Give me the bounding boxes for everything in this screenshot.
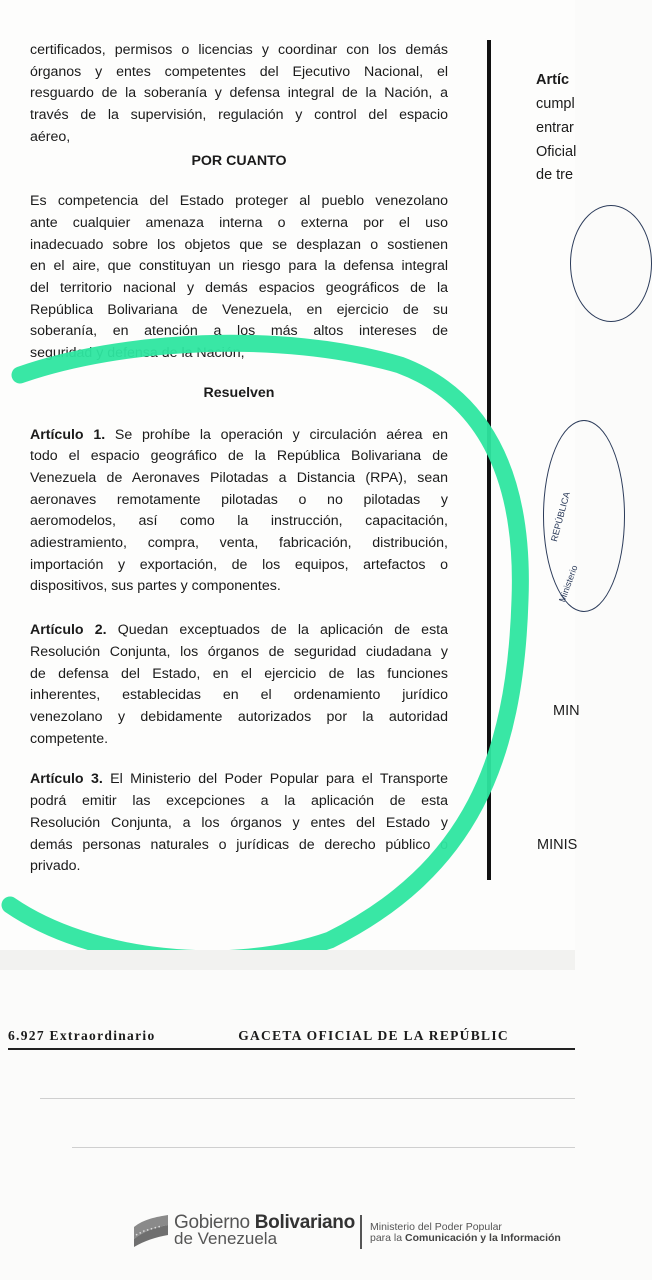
- resuelven-heading: Resuelven: [203, 384, 275, 401]
- gazette-rule: [8, 1048, 575, 1050]
- por-cuanto-line: Es competencia del Estado proteger al pueblo venezolano: [30, 193, 448, 210]
- seal-text: REPÚBLICA: [549, 490, 572, 543]
- article-3-line: Resolución Conjunta, a los órganos y entes del Estado y: [30, 814, 448, 831]
- venezuela-flag-icon: [132, 1213, 170, 1249]
- right-signature-minis: MINIS: [537, 837, 578, 853]
- right-line: cumpl: [536, 96, 575, 112]
- page-separator: [0, 950, 575, 970]
- article-3-line: podrá emitir las excepciones a la aplicación de esta: [30, 793, 448, 810]
- de-venezuela-text: de Venezuela: [174, 1229, 278, 1248]
- article-2-line: inherentes, establecidas en el ordenamiento jurídico: [30, 687, 448, 704]
- gobierno-bolivariano-text: Gobierno Bolivariano: [174, 1212, 355, 1233]
- ministerio-line-1: Ministerio del Poder Popular: [370, 1221, 502, 1233]
- left-column: [30, 40, 448, 878]
- article-1-line: dispositivos, sus partes y componentes.: [30, 578, 281, 595]
- right-article-label: Artíc: [536, 72, 570, 88]
- gazette-header: [8, 1028, 578, 1044]
- article-2-label: Artículo 2.: [30, 622, 107, 639]
- seal-stamp-top: [570, 205, 652, 322]
- article-1-line: Artículo 1. Se prohíbe la operación y circulación aérea en: [30, 426, 449, 443]
- footer-logo-banner: [128, 1205, 588, 1257]
- ministerio-line-2: para la Comunicación y la Información: [370, 1232, 561, 1244]
- por-cuanto-line: soberanía, en atención a los más altos intereses de: [30, 323, 448, 340]
- preamble-line: resguardo de la soberanía y defensa integral de la Nación, a: [30, 85, 448, 102]
- article-2-line: venezolano y debidamente autorizados por la autoridad: [30, 708, 448, 725]
- article-2-line: Resolución Conjunta, los órganos de seguridad ciudadana y: [30, 643, 448, 660]
- right-signature-min: MIN: [553, 703, 580, 719]
- por-cuanto-line: en el aire, que constituyan un riesgo para la defensa integral: [30, 258, 448, 275]
- por-cuanto-heading: POR CUANTO: [191, 152, 287, 169]
- right-line: Oficial: [536, 144, 577, 160]
- footer-divider: [360, 1215, 362, 1249]
- article-1-line: todo el espacio geográfico de la República Bolivariana de: [30, 448, 448, 465]
- article-2-line: Artículo 2. Quedan exceptuados de la aplicación de esta: [30, 622, 448, 639]
- preamble-line: través de la supervisión, regulación y control del espacio: [30, 107, 448, 124]
- por-cuanto-line: seguridad y defensa de la Nación,: [30, 345, 245, 362]
- preamble-line: certificados, permisos o licencias y coordinar con los demás: [30, 42, 448, 58]
- blank-rule: [40, 1098, 575, 1099]
- right-line: de tre: [536, 167, 574, 183]
- gazette-issue: 6.927 Extraordinario: [8, 1028, 156, 1043]
- gazette-title: GACETA OFICIAL DE LA REPÚBLIC: [238, 1028, 509, 1043]
- article-1-line: importación y exportación, de los equipos, artefactos o: [30, 556, 448, 573]
- article-1-line: aeromodelos, así como la instrucción, capacitación,: [30, 513, 448, 530]
- article-3-line: privado.: [30, 858, 81, 875]
- preamble-line: órganos y entes competentes del Ejecutivo Nacional, el: [30, 63, 448, 80]
- seal-text: Ministerio: [557, 563, 580, 604]
- column-divider: [487, 40, 491, 880]
- article-2-line: competente.: [30, 730, 109, 747]
- article-1-line: Venezuela de Aeronaves Pilotadas a Distancia (RPA), sean: [30, 469, 448, 486]
- article-2-line: de defensa del Estado, en el ejercicio de las funciones: [30, 665, 448, 682]
- article-1-label: Artículo 1.: [30, 426, 106, 443]
- por-cuanto-line: ante cualquier amenaza interna o externa por el uso: [30, 214, 448, 231]
- article-1-line: aeronaves remotamente pilotadas o no pilotadas y: [30, 491, 448, 508]
- right-line: entrar: [536, 120, 574, 136]
- article-3-line: Artículo 3. El Ministerio del Poder Popular para el Transporte: [30, 771, 448, 788]
- por-cuanto-line: del territorio nacional y demás espacios geográficos de la: [30, 280, 448, 297]
- preamble-line: aéreo,: [30, 128, 71, 145]
- blank-rule: [72, 1147, 575, 1148]
- article-3-label: Artículo 3.: [30, 771, 103, 788]
- por-cuanto-line: inadecuado sobre los objetos que se desplazan o sostienen: [30, 236, 448, 253]
- article-3-line: demás personas naturales o jurídicas de derecho público o: [30, 836, 448, 853]
- article-1-line: adiestramiento, compra, venta, fabricación, distribución,: [30, 535, 448, 552]
- por-cuanto-line: República Bolivariana de Venezuela, en ejercicio de su: [30, 301, 448, 318]
